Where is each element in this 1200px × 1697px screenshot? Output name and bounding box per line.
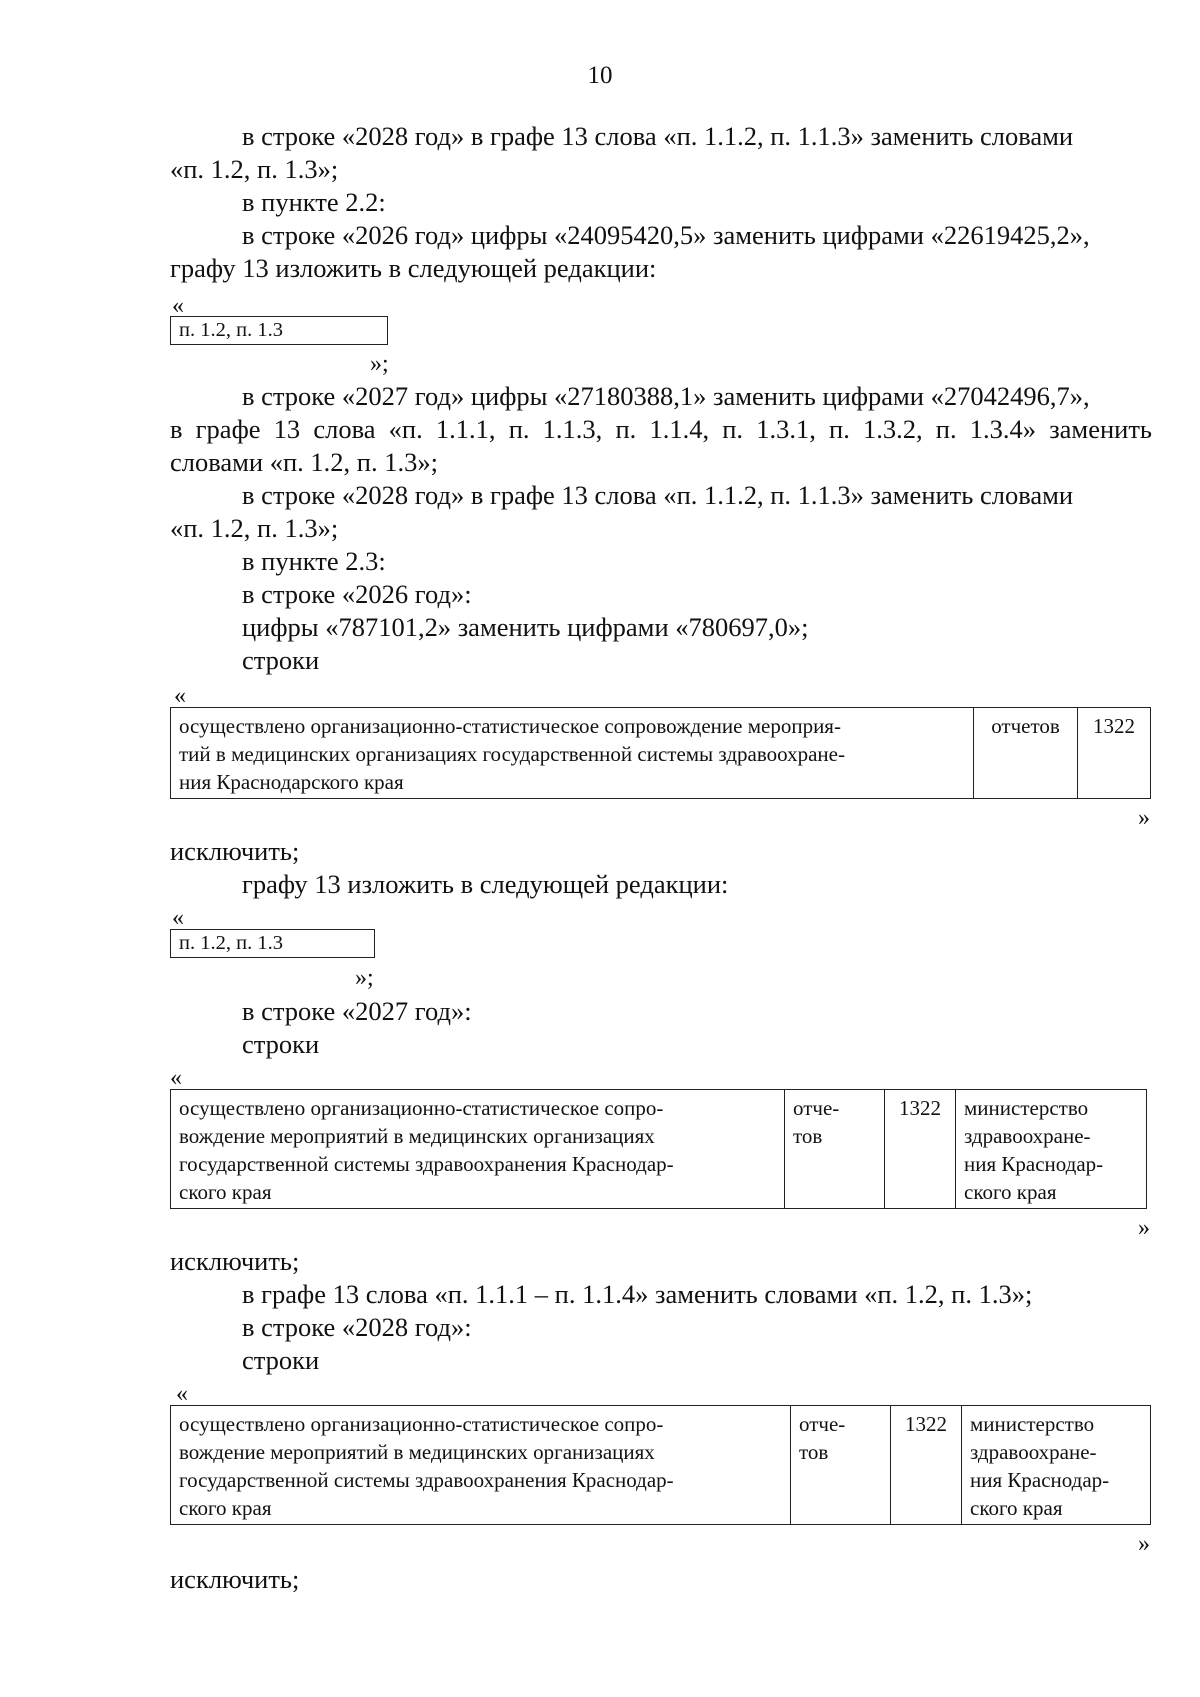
open-quote: « bbox=[170, 1065, 182, 1091]
open-quote: « bbox=[174, 683, 186, 709]
text-line: исключить; bbox=[170, 836, 300, 866]
text-line: в пункте 2.3: bbox=[242, 546, 386, 576]
cell-description: осуществлено организационно-статистическое сопро- вождение мероприятий в медицинских организациях государственной системы здравоохранения Краснодар- ского края bbox=[171, 1090, 785, 1209]
text-line: строки bbox=[242, 1345, 320, 1375]
table-row bbox=[171, 1090, 1147, 1209]
cell-value: 1322 bbox=[1078, 708, 1151, 799]
text-line: в строке «2027 год»: bbox=[242, 996, 472, 1026]
text-line: в пункте 2.2: bbox=[242, 187, 386, 217]
close-quote: » bbox=[1138, 805, 1150, 831]
text-line: «п. 1.2, п. 1.3»; bbox=[170, 154, 339, 184]
text-line: в графе 13 слова «п. 1.1.1 – п. 1.1.4» заменить словами «п. 1.2, п. 1.3»; bbox=[242, 1279, 1033, 1309]
cell-unit: отчетов bbox=[974, 708, 1078, 799]
table-2 bbox=[170, 1089, 1147, 1209]
text-line: строки bbox=[242, 1029, 320, 1059]
open-quote: « bbox=[172, 293, 184, 319]
close-quote: »; bbox=[355, 965, 374, 991]
page-number: 10 bbox=[587, 62, 613, 89]
close-quote: » bbox=[1138, 1215, 1150, 1241]
cell-description: осуществлено организационно-статистическое сопро- вождение мероприятий в медицинских организациях государственной системы здравоохранения Краснодар- ского края bbox=[171, 1406, 791, 1525]
replacement-box: п. 1.2, п. 1.3 bbox=[170, 316, 388, 345]
text-line: цифры «787101,2» заменить цифрами «780697,0»; bbox=[242, 612, 809, 642]
table-1 bbox=[170, 707, 1151, 799]
cell-description: осуществлено организационно-статистическое сопровождение мероприя- тий в медицинских организациях государственной системы здравоохране- ния Краснодарского края bbox=[171, 708, 974, 799]
cell-value: 1322 bbox=[891, 1406, 962, 1525]
text-line: словами «п. 1.2, п. 1.3»; bbox=[170, 447, 438, 477]
text-line: «п. 1.2, п. 1.3»; bbox=[170, 513, 339, 543]
text-line: в графе 13 слова «п. 1.1.1, п. 1.1.3, п. 1.1.4, п. 1.3.1, п. 1.3.2, п. 1.3.4» заменить bbox=[170, 414, 1152, 444]
text-line: в строке «2028 год»: bbox=[242, 1312, 472, 1342]
replacement-box: п. 1.2, п. 1.3 bbox=[170, 929, 375, 958]
text-line: строки bbox=[242, 645, 320, 675]
cell-organization: министерство здравоохране- ния Краснодар- ского края bbox=[962, 1406, 1151, 1525]
close-quote: » bbox=[1138, 1531, 1150, 1557]
text-line: графу 13 изложить в следующей редакции: bbox=[170, 253, 657, 283]
text-line: в строке «2028 год» в графе 13 слова «п. 1.1.2, п. 1.1.3» заменить словами bbox=[242, 121, 1074, 151]
table-row bbox=[171, 1406, 1151, 1525]
text-line: графу 13 изложить в следующей редакции: bbox=[242, 869, 729, 899]
text-line: исключить; bbox=[170, 1564, 300, 1594]
cell-organization: министерство здравоохране- ния Краснодар- ского края bbox=[956, 1090, 1147, 1209]
open-quote: « bbox=[176, 1381, 188, 1407]
text-line: в строке «2026 год» цифры «24095420,5» заменить цифрами «22619425,2», bbox=[242, 220, 1090, 250]
table-row bbox=[171, 708, 1151, 799]
cell-unit: отче- тов bbox=[785, 1090, 885, 1209]
table-3 bbox=[170, 1405, 1151, 1525]
close-quote: »; bbox=[370, 351, 389, 377]
text-line: в строке «2026 год»: bbox=[242, 579, 472, 609]
text-line: в строке «2027 год» цифры «27180388,1» заменить цифрами «27042496,7», bbox=[242, 381, 1090, 411]
cell-unit: отче- тов bbox=[791, 1406, 891, 1525]
cell-value: 1322 bbox=[885, 1090, 956, 1209]
text-line: исключить; bbox=[170, 1246, 300, 1276]
text-line: в строке «2028 год» в графе 13 слова «п. 1.1.2, п. 1.1.3» заменить словами bbox=[242, 480, 1074, 510]
open-quote: « bbox=[172, 905, 184, 931]
